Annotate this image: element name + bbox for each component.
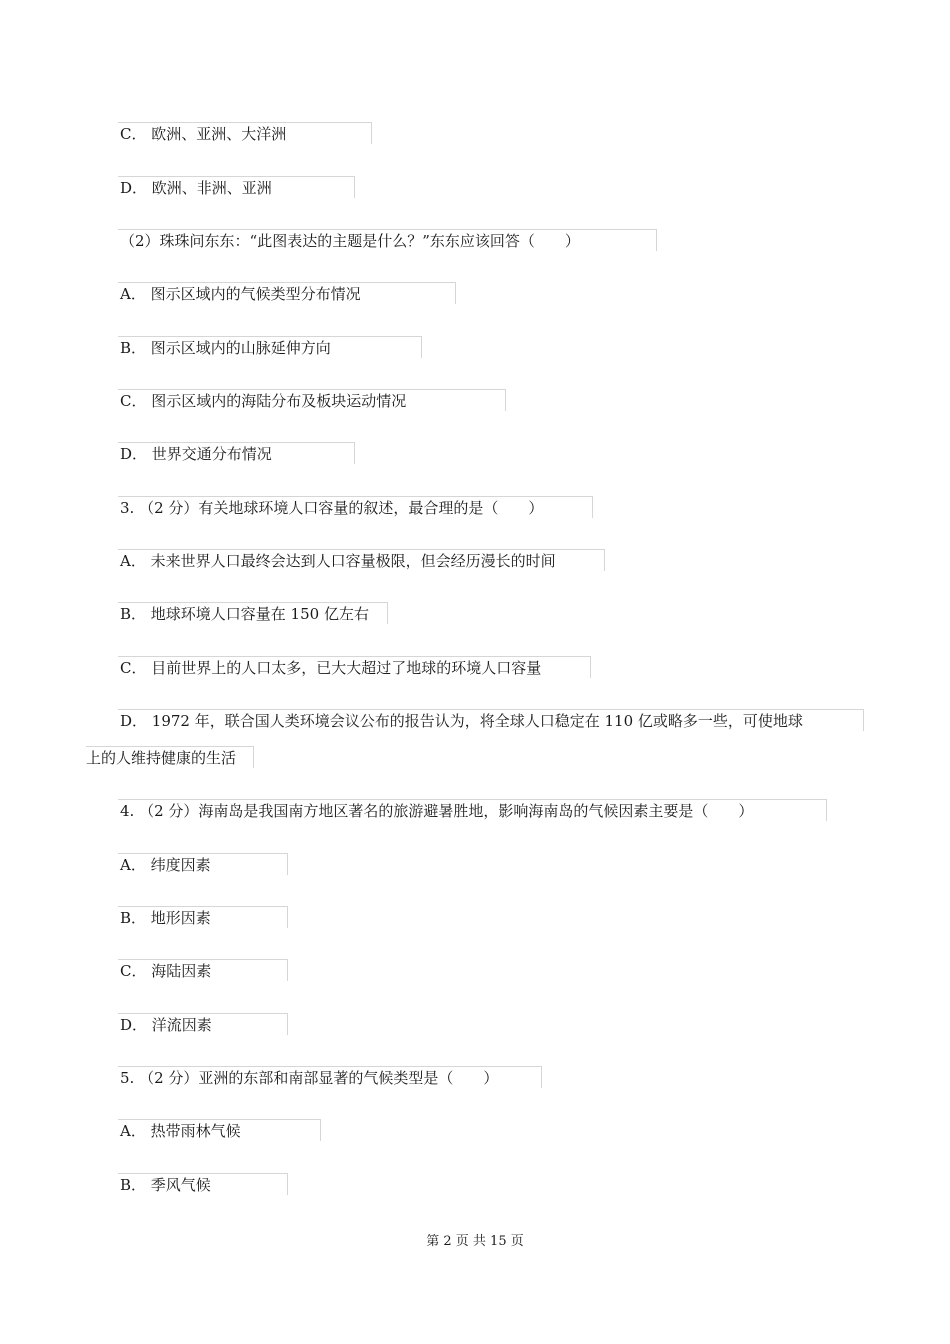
option-d: D． 洋流因素 — [120, 1016, 212, 1034]
option-c: C． 目前世界上的人口太多，已大大超过了地球的环境人口容量 — [120, 659, 542, 677]
option-d: D． 世界交通分布情况 — [120, 445, 272, 463]
question-5: 5. （2 分）亚洲的东部和南部显著的气候类型是（ ） — [120, 1069, 499, 1087]
option-c: C． 图示区域内的海陆分布及板块运动情况 — [120, 392, 407, 410]
option-c: C． 欧洲、亚洲、大洋洲 — [120, 125, 287, 143]
option-c: C． 海陆因素 — [120, 962, 212, 980]
page-footer: 第 2 页 共 15 页 — [426, 1234, 524, 1249]
question-3: 3. （2 分）有关地球环境人口容量的叙述，最合理的是（ ） — [120, 499, 544, 517]
option-b: B． 地球环境人口容量在 150 亿左右 — [120, 605, 369, 623]
option-a: A． 热带雨林气候 — [120, 1122, 241, 1140]
option-d: D． 1972 年，联合国人类环境会议公布的报告认为，将全球人口稳定在 110 亿或略多一些，可使地球 — [120, 712, 803, 730]
option-d: D． 欧洲、非洲、亚洲 — [120, 179, 272, 197]
option-b: B． 地形因素 — [120, 909, 211, 927]
option-b: B． 季风气候 — [120, 1176, 211, 1194]
option-b: B． 图示区域内的山脉延伸方向 — [120, 339, 331, 357]
option-a: A． 未来世界人口最终会达到人口容量极限，但会经历漫长的时间 — [120, 552, 556, 570]
option-a: A． 图示区域内的气候类型分布情况 — [120, 285, 361, 303]
question-4: 4. （2 分）海南岛是我国南方地区著名的旅游避暑胜地，影响海南岛的气候因素主要是（ ） — [120, 802, 754, 820]
question-2-2: （2）珠珠问东东：“此图表达的主题是什么？”东东应该回答（ ） — [120, 232, 580, 250]
option-a: A． 纬度因素 — [120, 856, 211, 874]
option-d-continuation: 上的人维持健康的生活 — [86, 749, 237, 767]
